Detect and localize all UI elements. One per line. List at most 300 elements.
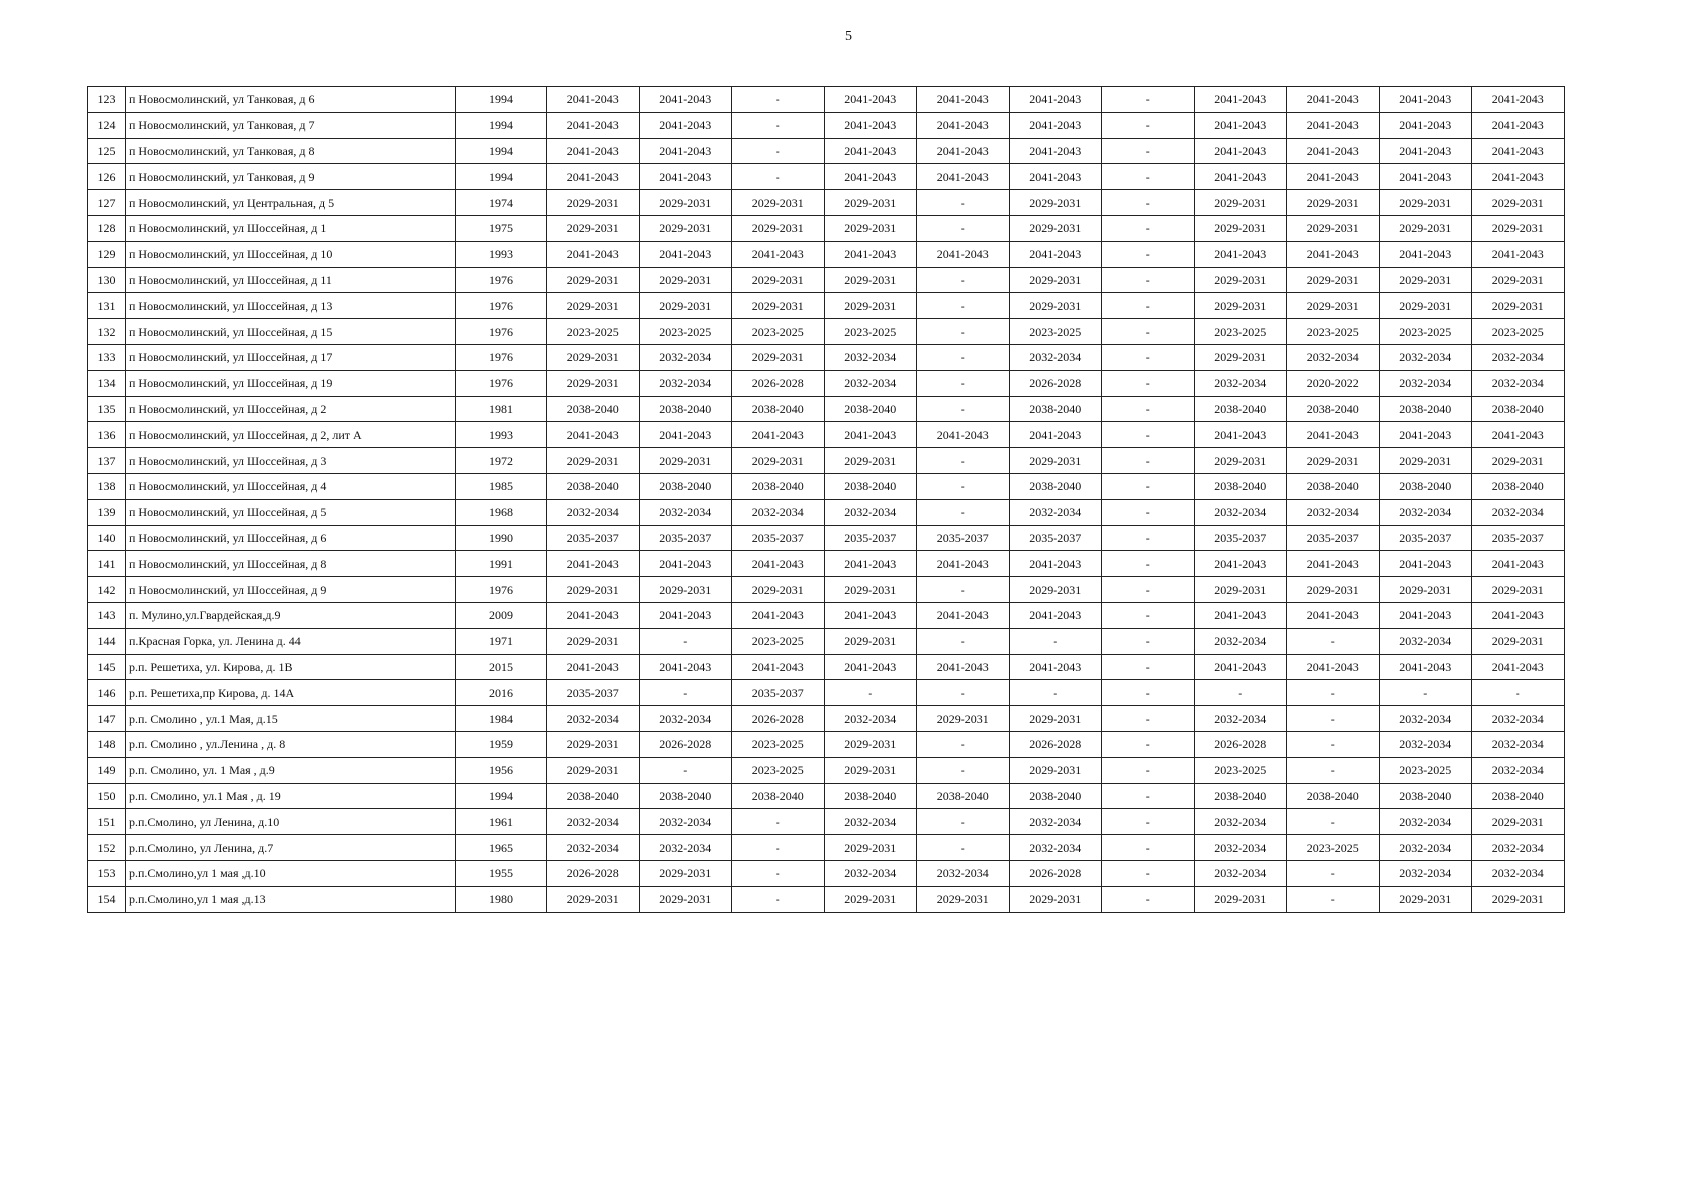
build-year-cell: 1975 xyxy=(456,215,547,241)
period-cell: 2035-2037 xyxy=(1472,525,1565,551)
build-year-cell: 1955 xyxy=(456,860,547,886)
period-cell: 2023-2025 xyxy=(732,628,825,654)
period-cell: 2029-2031 xyxy=(1379,293,1472,319)
period-cell: 2041-2043 xyxy=(917,164,1010,190)
period-cell: 2032-2034 xyxy=(547,835,640,861)
build-year-cell: 1994 xyxy=(456,112,547,138)
period-cell: 2032-2034 xyxy=(1194,809,1287,835)
period-cell: - xyxy=(1102,87,1195,113)
period-cell: - xyxy=(917,293,1010,319)
period-cell: - xyxy=(1102,267,1195,293)
period-cell: 2041-2043 xyxy=(1009,164,1102,190)
period-cell: - xyxy=(1102,835,1195,861)
period-cell: 2032-2034 xyxy=(1009,835,1102,861)
period-cell: 2029-2031 xyxy=(1009,577,1102,603)
period-cell: 2041-2043 xyxy=(1194,241,1287,267)
period-cell: 2029-2031 xyxy=(547,577,640,603)
table-row xyxy=(88,602,1565,628)
period-cell: 2041-2043 xyxy=(1472,422,1565,448)
address-cell: п Новосмолинский, ул Танковая, д 9 xyxy=(126,164,456,190)
period-cell: - xyxy=(1102,215,1195,241)
period-cell: - xyxy=(1102,577,1195,603)
period-cell: 2023-2025 xyxy=(1194,757,1287,783)
period-cell: 2029-2031 xyxy=(824,886,917,912)
period-cell: - xyxy=(732,860,825,886)
row-number-cell: 150 xyxy=(88,783,126,809)
period-cell: - xyxy=(917,190,1010,216)
address-cell: п Новосмолинский, ул Шоссейная, д 2, лит А xyxy=(126,422,456,448)
period-cell: 2038-2040 xyxy=(547,783,640,809)
period-cell: 2032-2034 xyxy=(639,809,732,835)
period-cell: - xyxy=(1102,138,1195,164)
period-cell: 2023-2025 xyxy=(1287,835,1380,861)
period-cell: 2032-2034 xyxy=(1379,860,1472,886)
period-cell: - xyxy=(1102,448,1195,474)
period-cell: 2041-2043 xyxy=(732,241,825,267)
period-cell: 2035-2037 xyxy=(1379,525,1472,551)
period-cell: - xyxy=(1102,396,1195,422)
period-cell: 2035-2037 xyxy=(824,525,917,551)
period-cell: 2032-2034 xyxy=(1472,860,1565,886)
table-row xyxy=(88,473,1565,499)
period-cell: 2041-2043 xyxy=(1287,654,1380,680)
period-cell: 2029-2031 xyxy=(732,344,825,370)
period-cell: - xyxy=(1102,190,1195,216)
period-cell: 2041-2043 xyxy=(547,112,640,138)
address-cell: п. Мулино,ул.Гвардейская,д.9 xyxy=(126,602,456,628)
period-cell: 2035-2037 xyxy=(547,525,640,551)
period-cell: 2038-2040 xyxy=(547,473,640,499)
period-cell: 2032-2034 xyxy=(1379,835,1472,861)
period-cell: - xyxy=(917,267,1010,293)
period-cell: 2026-2028 xyxy=(1194,731,1287,757)
period-cell: 2029-2031 xyxy=(732,448,825,474)
period-cell: 2029-2031 xyxy=(1379,190,1472,216)
period-cell: 2029-2031 xyxy=(824,628,917,654)
period-cell: 2032-2034 xyxy=(1009,499,1102,525)
period-cell: 2029-2031 xyxy=(1287,215,1380,241)
period-cell: 2029-2031 xyxy=(547,757,640,783)
build-year-cell: 1993 xyxy=(456,422,547,448)
period-cell: 2038-2040 xyxy=(1194,396,1287,422)
build-year-cell: 1965 xyxy=(456,835,547,861)
period-cell: 2032-2034 xyxy=(1194,860,1287,886)
period-cell: 2035-2037 xyxy=(732,680,825,706)
period-cell: 2041-2043 xyxy=(824,654,917,680)
period-cell: 2029-2031 xyxy=(639,190,732,216)
period-cell: 2041-2043 xyxy=(1194,602,1287,628)
period-cell: - xyxy=(639,628,732,654)
row-number-cell: 130 xyxy=(88,267,126,293)
period-cell: - xyxy=(1102,241,1195,267)
period-cell: 2032-2034 xyxy=(547,706,640,732)
period-cell: 2041-2043 xyxy=(824,422,917,448)
row-number-cell: 124 xyxy=(88,112,126,138)
period-cell: 2032-2034 xyxy=(1379,344,1472,370)
build-year-cell: 1994 xyxy=(456,164,547,190)
row-number-cell: 147 xyxy=(88,706,126,732)
period-cell: - xyxy=(1102,886,1195,912)
row-number-cell: 123 xyxy=(88,87,126,113)
table-row xyxy=(88,190,1565,216)
period-cell: 2029-2031 xyxy=(1194,267,1287,293)
period-cell: 2032-2034 xyxy=(1379,809,1472,835)
period-cell: 2038-2040 xyxy=(1472,783,1565,809)
period-cell: 2041-2043 xyxy=(639,164,732,190)
period-cell: 2029-2031 xyxy=(639,215,732,241)
build-year-cell: 1994 xyxy=(456,138,547,164)
period-cell: 2029-2031 xyxy=(1009,886,1102,912)
period-cell: 2041-2043 xyxy=(639,112,732,138)
period-cell: 2029-2031 xyxy=(1379,577,1472,603)
period-cell: 2032-2034 xyxy=(639,706,732,732)
period-cell: 2038-2040 xyxy=(1379,473,1472,499)
period-cell: 2029-2031 xyxy=(1194,886,1287,912)
period-cell: 2026-2028 xyxy=(1009,370,1102,396)
period-cell: 2041-2043 xyxy=(547,87,640,113)
period-cell: 2032-2034 xyxy=(917,860,1010,886)
build-year-cell: 1993 xyxy=(456,241,547,267)
period-cell: 2032-2034 xyxy=(1194,706,1287,732)
period-cell: 2041-2043 xyxy=(1194,551,1287,577)
period-cell: 2041-2043 xyxy=(1287,241,1380,267)
period-cell: - xyxy=(732,835,825,861)
period-cell: 2032-2034 xyxy=(639,370,732,396)
period-cell: 2041-2043 xyxy=(1379,112,1472,138)
period-cell: 2029-2031 xyxy=(824,190,917,216)
period-cell: 2032-2034 xyxy=(1472,706,1565,732)
row-number-cell: 146 xyxy=(88,680,126,706)
address-cell: п Новосмолинский, ул Шоссейная, д 17 xyxy=(126,344,456,370)
period-cell: - xyxy=(917,370,1010,396)
period-cell: 2041-2043 xyxy=(1472,602,1565,628)
address-cell: п Новосмолинский, ул Шоссейная, д 2 xyxy=(126,396,456,422)
period-cell: 2041-2043 xyxy=(1379,654,1472,680)
period-cell: - xyxy=(917,835,1010,861)
table-row xyxy=(88,809,1565,835)
address-cell: п Новосмолинский, ул Шоссейная, д 5 xyxy=(126,499,456,525)
address-cell: р.п.Смолино, ул Ленина, д.7 xyxy=(126,835,456,861)
period-cell: 2041-2043 xyxy=(917,422,1010,448)
row-number-cell: 148 xyxy=(88,731,126,757)
period-cell: 2041-2043 xyxy=(1287,112,1380,138)
period-cell: 2029-2031 xyxy=(1472,577,1565,603)
period-cell: 2029-2031 xyxy=(1009,215,1102,241)
table-row xyxy=(88,293,1565,319)
build-year-cell: 1976 xyxy=(456,293,547,319)
period-cell: 2041-2043 xyxy=(1287,138,1380,164)
table-row xyxy=(88,138,1565,164)
period-cell: 2038-2040 xyxy=(824,783,917,809)
period-cell: 2041-2043 xyxy=(917,654,1010,680)
period-cell: - xyxy=(917,577,1010,603)
address-cell: п Новосмолинский, ул Танковая, д 6 xyxy=(126,87,456,113)
period-cell: 2041-2043 xyxy=(1379,422,1472,448)
period-cell: 2032-2034 xyxy=(824,370,917,396)
period-cell: 2041-2043 xyxy=(639,602,732,628)
period-cell: 2038-2040 xyxy=(917,783,1010,809)
period-cell: 2029-2031 xyxy=(824,267,917,293)
period-cell: 2035-2037 xyxy=(1009,525,1102,551)
period-cell: 2029-2031 xyxy=(1194,215,1287,241)
period-cell: 2029-2031 xyxy=(732,215,825,241)
period-cell: 2023-2025 xyxy=(1009,319,1102,345)
period-cell: 2029-2031 xyxy=(732,577,825,603)
period-cell: 2038-2040 xyxy=(639,473,732,499)
period-cell: 2041-2043 xyxy=(824,602,917,628)
page-number: 5 xyxy=(845,29,852,44)
table-row xyxy=(88,448,1565,474)
row-number-cell: 143 xyxy=(88,602,126,628)
period-cell: 2029-2031 xyxy=(824,293,917,319)
period-cell: 2038-2040 xyxy=(824,473,917,499)
period-cell: 2029-2031 xyxy=(547,190,640,216)
period-cell: 2038-2040 xyxy=(732,473,825,499)
period-cell: 2041-2043 xyxy=(1472,164,1565,190)
period-cell: 2032-2034 xyxy=(1009,344,1102,370)
period-cell: - xyxy=(1102,319,1195,345)
period-cell: 2029-2031 xyxy=(1472,886,1565,912)
period-cell: 2038-2040 xyxy=(732,396,825,422)
period-cell: 2041-2043 xyxy=(1379,164,1472,190)
period-cell: - xyxy=(917,344,1010,370)
period-cell: - xyxy=(917,757,1010,783)
period-cell: 2032-2034 xyxy=(1194,835,1287,861)
period-cell: 2041-2043 xyxy=(917,551,1010,577)
period-cell: 2038-2040 xyxy=(1194,473,1287,499)
period-cell: 2032-2034 xyxy=(547,809,640,835)
period-cell: 2041-2043 xyxy=(547,654,640,680)
address-cell: п Новосмолинский, ул Танковая, д 8 xyxy=(126,138,456,164)
table-row xyxy=(88,319,1565,345)
period-cell: - xyxy=(1102,499,1195,525)
period-cell: - xyxy=(1287,628,1380,654)
period-cell: 2029-2031 xyxy=(1009,293,1102,319)
period-cell: - xyxy=(917,628,1010,654)
address-cell: р.п.Смолино, ул Ленина, д.10 xyxy=(126,809,456,835)
period-cell: 2035-2037 xyxy=(732,525,825,551)
period-cell: 2041-2043 xyxy=(1194,138,1287,164)
build-year-cell: 1959 xyxy=(456,731,547,757)
period-cell: 2023-2025 xyxy=(732,319,825,345)
period-cell: 2029-2031 xyxy=(732,190,825,216)
period-cell: 2032-2034 xyxy=(824,809,917,835)
period-cell: 2029-2031 xyxy=(639,860,732,886)
period-cell: 2032-2034 xyxy=(1379,731,1472,757)
row-number-cell: 139 xyxy=(88,499,126,525)
table-row xyxy=(88,706,1565,732)
period-cell: 2038-2040 xyxy=(547,396,640,422)
period-cell: 2023-2025 xyxy=(547,319,640,345)
period-cell: 2041-2043 xyxy=(917,602,1010,628)
build-year-cell: 1976 xyxy=(456,319,547,345)
row-number-cell: 152 xyxy=(88,835,126,861)
period-cell: 2038-2040 xyxy=(639,783,732,809)
period-cell: 2041-2043 xyxy=(824,112,917,138)
period-cell: - xyxy=(1102,422,1195,448)
period-cell: 2041-2043 xyxy=(1379,551,1472,577)
table-row xyxy=(88,396,1565,422)
period-cell: - xyxy=(917,680,1010,706)
period-cell: - xyxy=(1102,344,1195,370)
period-cell: 2032-2034 xyxy=(1379,370,1472,396)
period-cell: 2032-2034 xyxy=(732,499,825,525)
period-cell: 2032-2034 xyxy=(824,706,917,732)
period-cell: 2029-2031 xyxy=(1009,267,1102,293)
row-number-cell: 134 xyxy=(88,370,126,396)
period-cell: 2038-2040 xyxy=(1379,396,1472,422)
period-cell: 2041-2043 xyxy=(1472,654,1565,680)
period-cell: - xyxy=(1102,370,1195,396)
build-year-cell: 2016 xyxy=(456,680,547,706)
period-cell: 2029-2031 xyxy=(547,293,640,319)
period-cell: 2029-2031 xyxy=(547,215,640,241)
period-cell: 2032-2034 xyxy=(1194,370,1287,396)
period-cell: 2041-2043 xyxy=(917,241,1010,267)
period-cell: 2029-2031 xyxy=(1379,215,1472,241)
row-number-cell: 140 xyxy=(88,525,126,551)
period-cell: 2041-2043 xyxy=(1287,602,1380,628)
address-cell: п Новосмолинский, ул Шоссейная, д 4 xyxy=(126,473,456,499)
period-cell: - xyxy=(917,473,1010,499)
row-number-cell: 131 xyxy=(88,293,126,319)
period-cell: 2023-2025 xyxy=(1379,319,1472,345)
period-cell: 2032-2034 xyxy=(547,499,640,525)
table-body xyxy=(88,87,1565,913)
row-number-cell: 154 xyxy=(88,886,126,912)
period-cell: 2041-2043 xyxy=(1009,138,1102,164)
table-row xyxy=(88,577,1565,603)
period-cell: 2029-2031 xyxy=(1194,344,1287,370)
row-number-cell: 153 xyxy=(88,860,126,886)
period-cell: 2029-2031 xyxy=(824,835,917,861)
row-number-cell: 151 xyxy=(88,809,126,835)
period-cell: 2029-2031 xyxy=(824,757,917,783)
build-year-cell: 1985 xyxy=(456,473,547,499)
period-cell: - xyxy=(1287,886,1380,912)
row-number-cell: 144 xyxy=(88,628,126,654)
repair-schedule-table xyxy=(87,86,1565,913)
build-year-cell: 1961 xyxy=(456,809,547,835)
period-cell: 2029-2031 xyxy=(547,886,640,912)
period-cell: 2029-2031 xyxy=(732,293,825,319)
period-cell: 2029-2031 xyxy=(547,370,640,396)
build-year-cell: 1976 xyxy=(456,370,547,396)
period-cell: 2041-2043 xyxy=(1287,87,1380,113)
period-cell: 2032-2034 xyxy=(1472,835,1565,861)
period-cell: - xyxy=(639,680,732,706)
period-cell: 2041-2043 xyxy=(1472,112,1565,138)
period-cell: - xyxy=(1287,706,1380,732)
period-cell: - xyxy=(1287,680,1380,706)
period-cell: 2041-2043 xyxy=(1009,551,1102,577)
address-cell: п Новосмолинский, ул Шоссейная, д 15 xyxy=(126,319,456,345)
address-cell: п.Красная Горка, ул. Ленина д. 44 xyxy=(126,628,456,654)
table-row xyxy=(88,628,1565,654)
period-cell: 2026-2028 xyxy=(1009,731,1102,757)
period-cell: - xyxy=(732,164,825,190)
period-cell: 2041-2043 xyxy=(547,551,640,577)
address-cell: п Новосмолинский, ул Танковая, д 7 xyxy=(126,112,456,138)
address-cell: п Новосмолинский, ул Шоссейная, д 13 xyxy=(126,293,456,319)
period-cell: 2029-2031 xyxy=(1472,190,1565,216)
period-cell: 2032-2034 xyxy=(639,835,732,861)
period-cell: 2029-2031 xyxy=(1287,577,1380,603)
row-number-cell: 145 xyxy=(88,654,126,680)
table-row xyxy=(88,757,1565,783)
period-cell: 2029-2031 xyxy=(917,706,1010,732)
address-cell: р.п.Смолино,ул 1 мая ,д.10 xyxy=(126,860,456,886)
period-cell: 2029-2031 xyxy=(1472,448,1565,474)
period-cell: 2041-2043 xyxy=(547,602,640,628)
period-cell: 2041-2043 xyxy=(732,602,825,628)
period-cell: - xyxy=(1472,680,1565,706)
period-cell: 2041-2043 xyxy=(639,241,732,267)
table-row xyxy=(88,241,1565,267)
build-year-cell: 1991 xyxy=(456,551,547,577)
address-cell: п Новосмолинский, ул Шоссейная, д 3 xyxy=(126,448,456,474)
row-number-cell: 127 xyxy=(88,190,126,216)
period-cell: 2029-2031 xyxy=(547,448,640,474)
table-row xyxy=(88,525,1565,551)
period-cell: 2041-2043 xyxy=(1379,602,1472,628)
period-cell: 2041-2043 xyxy=(1194,654,1287,680)
period-cell: 2041-2043 xyxy=(1194,164,1287,190)
period-cell: 2035-2037 xyxy=(1287,525,1380,551)
period-cell: 2038-2040 xyxy=(1287,473,1380,499)
period-cell: - xyxy=(824,680,917,706)
row-number-cell: 132 xyxy=(88,319,126,345)
address-cell: п Новосмолинский, ул Шоссейная, д 6 xyxy=(126,525,456,551)
build-year-cell: 1981 xyxy=(456,396,547,422)
table-row xyxy=(88,422,1565,448)
period-cell: 2023-2025 xyxy=(1379,757,1472,783)
period-cell: 2041-2043 xyxy=(732,422,825,448)
period-cell: 2032-2034 xyxy=(824,344,917,370)
period-cell: 2032-2034 xyxy=(1287,344,1380,370)
row-number-cell: 133 xyxy=(88,344,126,370)
period-cell: - xyxy=(1009,680,1102,706)
period-cell: 2029-2031 xyxy=(1194,293,1287,319)
period-cell: - xyxy=(1102,525,1195,551)
table-row xyxy=(88,654,1565,680)
period-cell: 2029-2031 xyxy=(639,886,732,912)
period-cell: 2038-2040 xyxy=(1009,396,1102,422)
build-year-cell: 1968 xyxy=(456,499,547,525)
build-year-cell: 1984 xyxy=(456,706,547,732)
period-cell: 2041-2043 xyxy=(1194,422,1287,448)
table-row xyxy=(88,731,1565,757)
table-row xyxy=(88,499,1565,525)
period-cell: 2029-2031 xyxy=(1472,293,1565,319)
period-cell: - xyxy=(1287,757,1380,783)
period-cell: - xyxy=(1102,551,1195,577)
build-year-cell: 1994 xyxy=(456,783,547,809)
period-cell: - xyxy=(1102,293,1195,319)
period-cell: - xyxy=(1102,809,1195,835)
table-row xyxy=(88,215,1565,241)
period-cell: 2041-2043 xyxy=(824,551,917,577)
address-cell: р.п. Смолино, ул. 1 Мая , д.9 xyxy=(126,757,456,783)
period-cell: 2038-2040 xyxy=(1287,396,1380,422)
table-row xyxy=(88,680,1565,706)
period-cell: 2032-2034 xyxy=(1287,499,1380,525)
period-cell: 2041-2043 xyxy=(1194,87,1287,113)
period-cell: 2029-2031 xyxy=(1009,448,1102,474)
period-cell: 2023-2025 xyxy=(732,757,825,783)
period-cell: - xyxy=(917,215,1010,241)
period-cell: 2041-2043 xyxy=(1472,138,1565,164)
